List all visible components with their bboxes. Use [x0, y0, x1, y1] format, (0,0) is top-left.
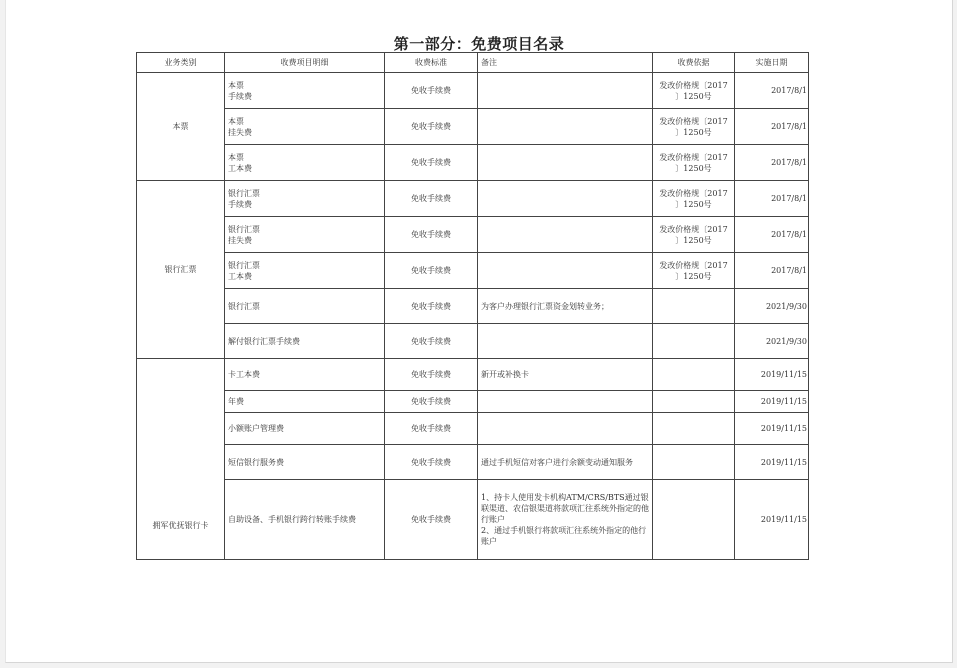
table-header-row [137, 53, 809, 73]
item-line: 手续费 [228, 91, 252, 101]
basis-cell [653, 480, 735, 560]
basis-line: 发改价格规〔2017 [659, 116, 728, 126]
item-line: 本票 [228, 152, 244, 162]
standard-cell: 免收手续费 [385, 73, 478, 109]
table-row [137, 289, 809, 324]
note-cell [478, 145, 653, 181]
date-cell: 2021/9/30 [735, 324, 809, 359]
table-row [137, 359, 809, 391]
basis-line: 发改价格规〔2017 [659, 152, 728, 162]
item-line: 工本费 [228, 271, 252, 281]
note-cell [478, 324, 653, 359]
note-cell [478, 217, 653, 253]
date-cell: 2019/11/15 [735, 413, 809, 445]
item-cell [225, 109, 385, 145]
item-line: 挂失费 [228, 235, 252, 245]
page-title: 第一部分：免费项目名录 [393, 35, 565, 53]
item-line: 银行汇票 [228, 188, 260, 198]
basis-cell [653, 145, 735, 181]
note-cell: 新开或补换卡 [478, 359, 653, 391]
item-cell [225, 391, 385, 413]
date-cell: 2019/11/15 [735, 445, 809, 480]
date-cell: 2017/8/1 [735, 181, 809, 217]
item-line: 年费 [228, 397, 244, 406]
item-line: 解付银行汇票手续费 [228, 336, 300, 346]
standard-cell: 免收手续费 [385, 217, 478, 253]
standard-cell: 免收手续费 [385, 480, 478, 560]
date-cell: 2017/8/1 [735, 109, 809, 145]
item-line: 银行汇票 [228, 224, 260, 234]
fee-table [136, 52, 809, 560]
date-cell: 2017/8/1 [735, 217, 809, 253]
item-line: 挂失费 [228, 127, 252, 137]
basis-line: 〕1250号 [675, 163, 712, 173]
note-cell: 1、持卡人使用发卡机构ATM/CRS/BTS通过银联渠道、农信银渠道将款项汇往系统外指定的他行账户 2、通过手机银行将款项汇往系统外指定的他行账户 [478, 480, 653, 560]
category-cell: 本票 [137, 73, 225, 181]
note-cell [478, 181, 653, 217]
basis-cell [653, 217, 735, 253]
standard-cell: 免收手续费 [385, 359, 478, 391]
basis-line: 〕1250号 [675, 235, 712, 245]
standard-cell: 免收手续费 [385, 391, 478, 413]
date-cell: 2019/11/15 [735, 359, 809, 391]
standard-cell: 免收手续费 [385, 289, 478, 324]
basis-cell [653, 391, 735, 413]
note-cell [478, 73, 653, 109]
standard-cell: 免收手续费 [385, 109, 478, 145]
note-cell [478, 253, 653, 289]
table-row [137, 391, 809, 413]
note-cell [478, 391, 653, 413]
item-cell [225, 413, 385, 445]
basis-line: 〕1250号 [675, 127, 712, 137]
standard-cell: 免收手续费 [385, 445, 478, 480]
basis-cell [653, 445, 735, 480]
category-cell: 银行汇票 [137, 181, 225, 359]
basis-line: 〕1250号 [675, 271, 712, 281]
date-cell: 2017/8/1 [735, 73, 809, 109]
note-cell: 通过手机短信对客户进行余额变动通知服务 [478, 445, 653, 480]
category-cell: 拥军优抚银行卡 [137, 359, 225, 560]
basis-line: 发改价格规〔2017 [659, 80, 728, 90]
standard-cell: 免收手续费 [385, 324, 478, 359]
table-row [137, 253, 809, 289]
document-page [5, 0, 953, 663]
header-standard: 收费标准 [385, 53, 478, 73]
basis-line: 〕1250号 [675, 199, 712, 209]
item-cell [225, 73, 385, 109]
standard-cell: 免收手续费 [385, 413, 478, 445]
header-date: 实施日期 [735, 53, 809, 73]
table-row [137, 109, 809, 145]
table-row [137, 445, 809, 480]
item-line: 手续费 [228, 199, 252, 209]
date-cell: 2019/11/15 [735, 391, 809, 413]
item-cell [225, 217, 385, 253]
header-note: 备注 [478, 53, 653, 73]
header-category: 业务类别 [137, 53, 225, 73]
date-cell: 2017/8/1 [735, 253, 809, 289]
table-row [137, 181, 809, 217]
standard-cell: 免收手续费 [385, 181, 478, 217]
item-cell [225, 480, 385, 560]
basis-line: 发改价格规〔2017 [659, 224, 728, 234]
basis-cell [653, 181, 735, 217]
table-row [137, 73, 809, 109]
item-line: 银行汇票 [228, 301, 260, 311]
item-cell [225, 253, 385, 289]
table-row [137, 413, 809, 445]
note-cell: 为客户办理银行汇票资金划转业务； [478, 289, 653, 324]
basis-cell [653, 73, 735, 109]
basis-cell [653, 324, 735, 359]
standard-cell: 免收手续费 [385, 253, 478, 289]
item-cell [225, 359, 385, 391]
item-line: 工本费 [228, 163, 252, 173]
date-cell: 2017/8/1 [735, 145, 809, 181]
header-item: 收费项目明细 [225, 53, 385, 73]
basis-line: 发改价格规〔2017 [659, 260, 728, 270]
basis-cell [653, 253, 735, 289]
basis-cell [653, 109, 735, 145]
item-cell [225, 445, 385, 480]
basis-line: 〕1250号 [675, 91, 712, 101]
item-line: 本票 [228, 80, 244, 90]
item-cell [225, 289, 385, 324]
item-cell [225, 181, 385, 217]
note-cell [478, 109, 653, 145]
item-cell [225, 324, 385, 359]
table-row [137, 145, 809, 181]
standard-cell: 免收手续费 [385, 145, 478, 181]
basis-cell [653, 289, 735, 324]
basis-cell [653, 413, 735, 445]
item-cell [225, 145, 385, 181]
item-line: 银行汇票 [228, 260, 260, 270]
item-line: 小额账户管理费 [228, 424, 284, 433]
note-cell [478, 413, 653, 445]
table-row [137, 480, 809, 560]
item-line: 本票 [228, 116, 244, 126]
item-line: 卡工本费 [228, 370, 260, 379]
basis-cell [653, 359, 735, 391]
basis-line: 发改价格规〔2017 [659, 188, 728, 198]
item-line: 短信银行服务费 [228, 457, 284, 467]
header-basis: 收费依据 [653, 53, 735, 73]
table-row [137, 324, 809, 359]
item-line: 自助设备、手机银行跨行转账手续费 [228, 515, 356, 524]
date-cell: 2019/11/15 [735, 480, 809, 560]
date-cell: 2021/9/30 [735, 289, 809, 324]
table-row [137, 217, 809, 253]
